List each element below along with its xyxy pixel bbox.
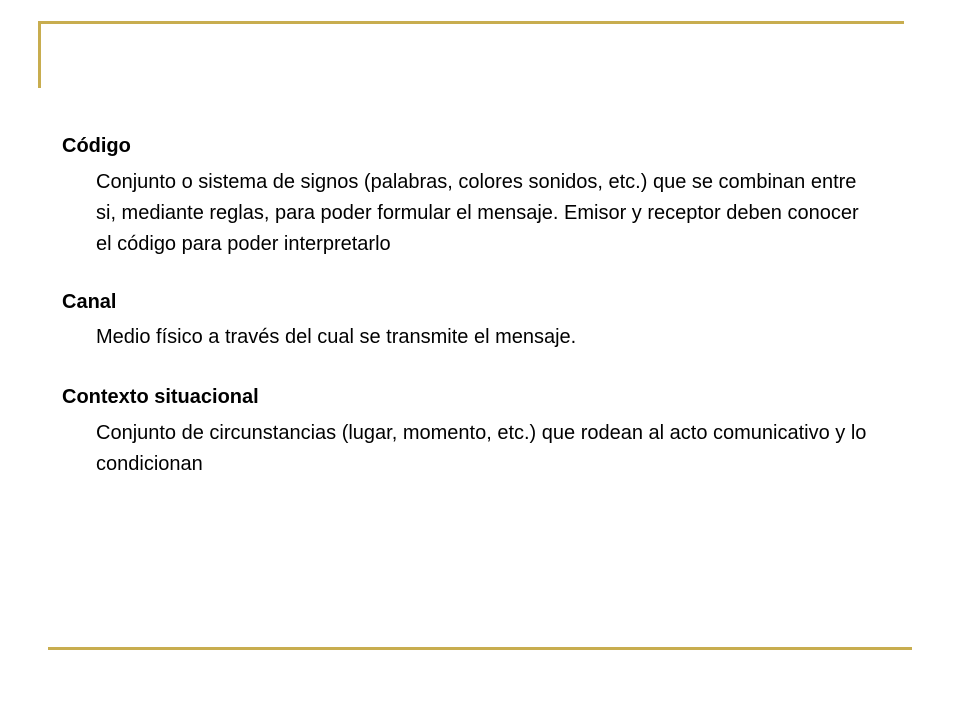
definition-codigo — [62, 132, 882, 260]
term-heading: Código — [62, 135, 131, 157]
left-rule — [38, 21, 41, 88]
definition-canal — [62, 288, 882, 353]
term-definition: Conjunto o sistema de signos (palabras, colores sonidos, etc.) que se combinan entre si, mediante reglas, para poder formular el mensaje. Emisor y receptor deben conocer el código para poder interpretarlo — [96, 171, 859, 255]
slide-content — [62, 132, 882, 480]
bottom-rule — [48, 647, 912, 650]
definition-contexto-situacional — [62, 383, 882, 480]
term-heading: Canal — [62, 291, 117, 313]
term-definition: Conjunto de circunstancias (lugar, momento, etc.) que rodean al acto comunicativo y lo condicionan — [96, 422, 867, 475]
term-heading: Contexto situacional — [62, 386, 259, 408]
term-definition: Medio físico a través del cual se transmite el mensaje. — [96, 326, 577, 348]
top-rule — [40, 21, 904, 24]
